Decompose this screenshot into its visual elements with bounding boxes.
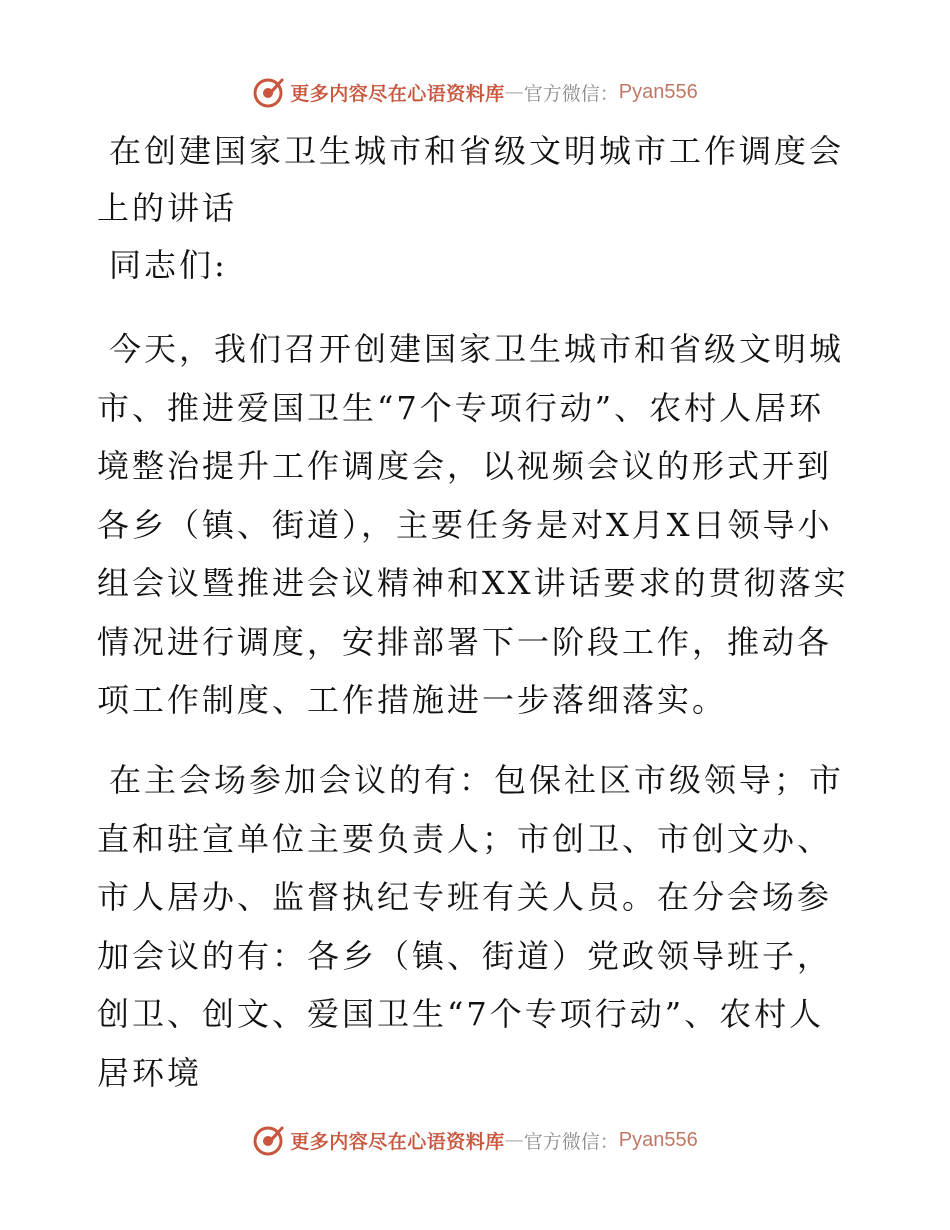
footer-banner <box>0 1120 950 1160</box>
banner-dash: — <box>504 1129 524 1151</box>
pen-logo-icon <box>252 1123 286 1157</box>
banner-wechat-id: Pyan556 <box>618 80 698 103</box>
banner-label: 官方微信： <box>523 82 619 105</box>
paragraph-1: 今天，我们召开创建国家卫生城市和省级文明城市、推进爱国卫生“7个专项行动”、农村人居环境整治提升工作调度会，以视频会议的形式开到各乡（镇、街道），主要任务是对X月X日领导小组会议暨推进会议精神和XX讲话要求的贯彻落实情况进行调度，安排部署下一阶段工作，推动各项工作制度、工作措施进一步落细落实。 <box>97 330 849 719</box>
banner-text: 更多内容尽在心语资料库 <box>290 82 505 105</box>
header-banner <box>0 72 950 112</box>
pen-logo-icon <box>252 75 286 109</box>
banner-wechat-id: Pyan556 <box>618 1128 698 1151</box>
banner-text: 更多内容尽在心语资料库 <box>290 1130 505 1153</box>
document-title: 在创建国家卫生城市和省级文明城市工作调度会上的讲话 <box>97 132 845 227</box>
banner-label: 官方微信： <box>523 1130 619 1153</box>
paragraph-2: 在主会场参加会议的有：包保社区市级领导；市直和驻宣单位主要负责人；市创卫、市创文办、市人居办、监督执纪专班有关人员。在分会场参加会议的有：各乡（镇、街道）党政领导班子，创卫、创文、爱国卫生“7个专项行动”、农村人居环境 <box>97 761 845 1092</box>
greeting: 同志们: <box>109 246 228 284</box>
banner-dash: — <box>504 81 524 103</box>
